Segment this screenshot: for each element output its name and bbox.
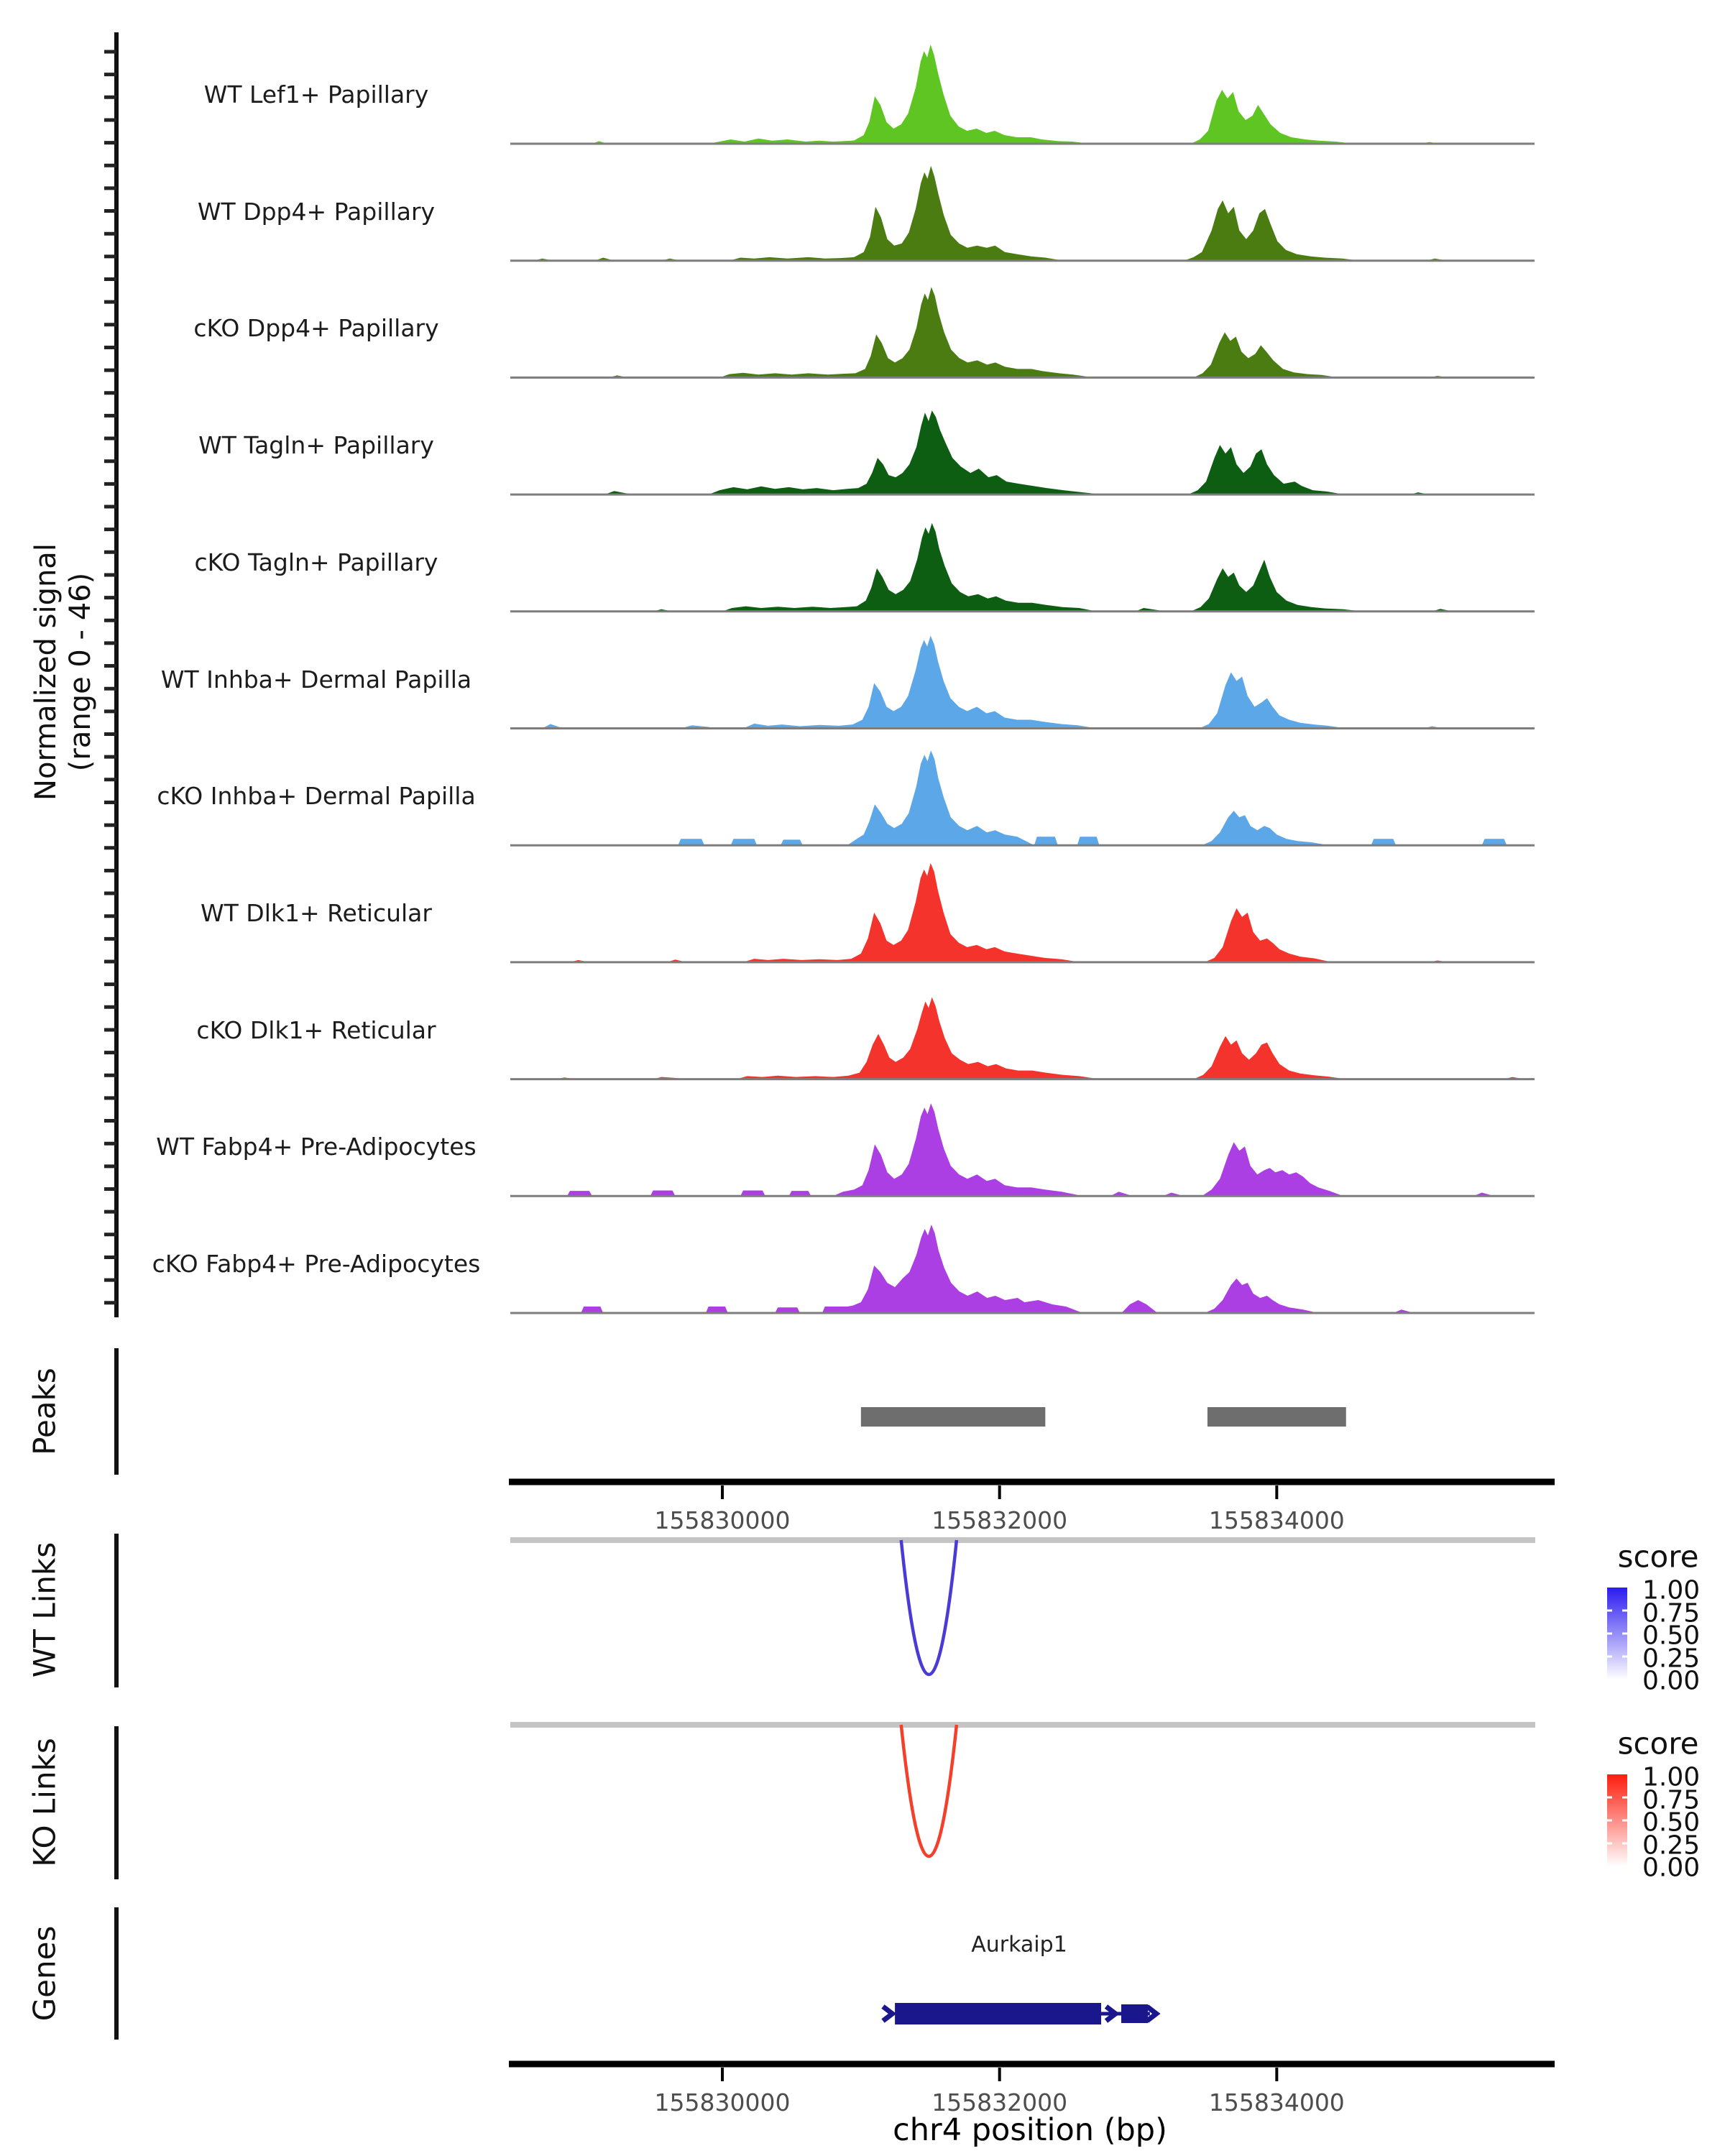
- legend-bar-tick: [1622, 1656, 1627, 1658]
- legend-title: score: [1617, 1539, 1699, 1575]
- coverage-area: [510, 287, 1535, 377]
- coverage-area: [510, 166, 1535, 261]
- track-label: WT Fabp4+ Pre-Adipocytes: [156, 1133, 477, 1161]
- track-label: WT Dpp4+ Papillary: [197, 197, 436, 226]
- gene-exon: [1121, 2004, 1148, 2023]
- legend-tick-label: 0.00: [1642, 1666, 1701, 1696]
- peak-region-bar: [1208, 1407, 1346, 1427]
- peaks-track: [861, 1407, 1346, 1427]
- legend-tick-label: 0.50: [1642, 1807, 1701, 1838]
- legend-bar-tick: [1622, 1633, 1627, 1635]
- coverage-tracks: [510, 45, 1535, 1313]
- peak-region-bar: [861, 1407, 1045, 1427]
- coverage-area: [510, 1103, 1535, 1196]
- legend-bar-tick: [1607, 1656, 1612, 1658]
- section-label-ko-links: KO Links: [27, 1738, 63, 1867]
- axis-tick-label: 155830000: [654, 2088, 791, 2116]
- legend-bar-tick: [1607, 1797, 1612, 1799]
- coverage-area: [510, 1225, 1535, 1313]
- legend-tick-label: 0.75: [1642, 1785, 1701, 1815]
- track-label: cKO Inhba+ Dermal Papilla: [157, 782, 476, 811]
- legend-bar-tick: [1622, 1820, 1627, 1822]
- gene-strand-arrow-icon: [883, 2007, 892, 2021]
- track-label: WT Tagln+ Papillary: [198, 431, 434, 460]
- legend-bar-tick: [1622, 1843, 1627, 1845]
- legend-bar-tick: [1622, 1797, 1627, 1799]
- legend-tick-label: 0.00: [1642, 1853, 1701, 1883]
- legend-bar-tick: [1607, 1843, 1612, 1845]
- axis-tick-label: 155830000: [654, 1506, 791, 1534]
- legend-tick-label: 1.00: [1642, 1575, 1701, 1606]
- legend-bar-tick: [1607, 1610, 1612, 1612]
- legend-bar-tick: [1607, 1820, 1612, 1822]
- link-arc: [901, 1725, 957, 1856]
- axis-tick-label: 155832000: [932, 2088, 1068, 2116]
- coverage-area: [510, 863, 1535, 962]
- axis-tick-label: 155834000: [1208, 1506, 1345, 1534]
- track-label: cKO Tagln+ Papillary: [194, 548, 438, 576]
- coverage-area: [510, 998, 1535, 1079]
- track-label: WT Lef1+ Papillary: [203, 80, 429, 109]
- track-label: cKO Fabp4+ Pre-Adipocytes: [152, 1250, 481, 1278]
- legend-title: score: [1617, 1726, 1699, 1761]
- legend-tick-label: 0.25: [1642, 1830, 1701, 1860]
- link-arc: [901, 1540, 957, 1674]
- section-label-genes: Genes: [27, 1925, 63, 2022]
- axis-tick-label: 155834000: [1208, 2088, 1345, 2116]
- track-label: cKO Dpp4+ Papillary: [193, 314, 439, 343]
- genome-axes: [509, 1482, 1555, 2081]
- section-label-peaks: Peaks: [27, 1368, 63, 1455]
- legend-bar-tick: [1622, 1610, 1627, 1612]
- track-label: WT Dlk1+ Reticular: [201, 898, 432, 927]
- coverage-area: [510, 523, 1535, 612]
- signal-axis-label-line1: Normalized signal: [29, 543, 63, 801]
- gene-exon: [895, 2003, 1101, 2024]
- legend-bar-tick: [1607, 1633, 1612, 1635]
- axis-tick-label: 155832000: [932, 1506, 1068, 1534]
- coverage-area: [510, 636, 1535, 729]
- links-panels: [510, 1540, 1535, 1856]
- coverage-area: [510, 410, 1535, 494]
- coverage-area: [510, 750, 1535, 845]
- coverage-area: [510, 45, 1535, 144]
- x-axis-title: chr4 position (bp): [893, 2112, 1167, 2148]
- legend-tick-label: 1.00: [1642, 1762, 1701, 1792]
- gene-track: [883, 2003, 1156, 2024]
- section-label-wt-links: WT Links: [27, 1542, 63, 1678]
- track-label: WT Inhba+ Dermal Papilla: [160, 665, 472, 694]
- gene-name-label: Aurkaip1: [971, 1932, 1067, 1958]
- legend-tick-label: 0.75: [1642, 1598, 1701, 1628]
- track-label: cKO Dlk1+ Reticular: [196, 1015, 436, 1044]
- legend-tick-label: 0.25: [1642, 1644, 1701, 1673]
- legend-tick-label: 0.50: [1642, 1621, 1701, 1651]
- signal-axis-label-line2: (range 0 - 46): [64, 572, 97, 772]
